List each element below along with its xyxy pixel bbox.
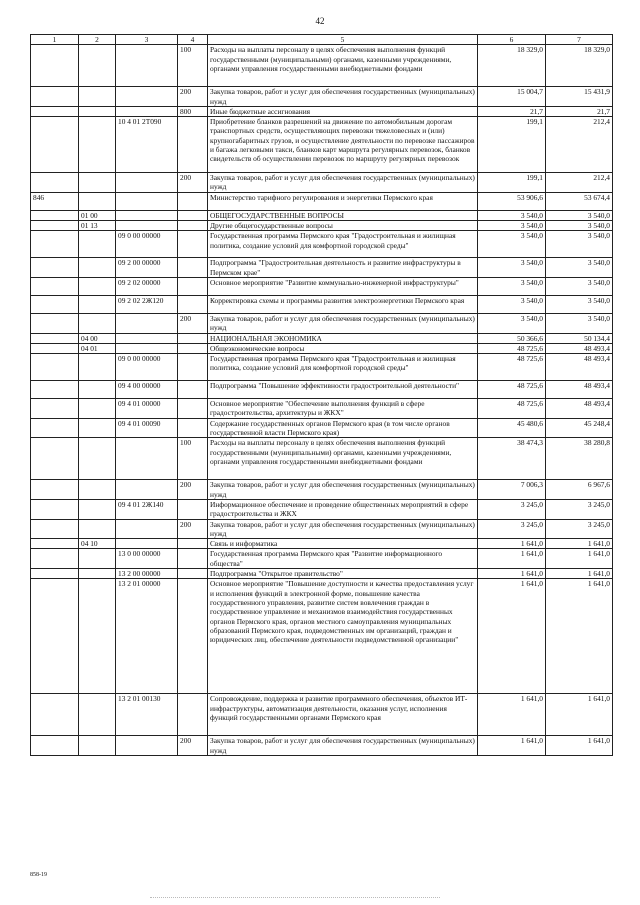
cell-target-code [116,480,178,500]
cell-amount-year1: 15 004,7 [478,87,546,107]
cell-description: Связь и информатика [208,539,478,549]
table-row [31,313,613,333]
table-row [31,173,613,193]
cell-expense-type [178,694,208,736]
cell-amount-year1: 7 006,3 [478,480,546,500]
cell-section-code [79,480,116,500]
cell-target-code: 13 2 00 00000 [116,569,178,579]
cell-amount-year2: 3 540,0 [546,231,613,258]
table-header-row [31,35,613,45]
cell-admin-code [31,231,79,258]
cell-amount-year1: 38 474,3 [478,438,546,480]
cell-amount-year1: 1 641,0 [478,539,546,549]
cell-expense-type: 200 [178,480,208,500]
cell-section-code [79,499,116,519]
cell-section-code [79,106,116,116]
cell-admin-code [31,117,79,173]
cell-expense-type [178,192,208,210]
cell-expense-type: 200 [178,313,208,333]
table-row [31,418,613,438]
cell-section-code [79,87,116,107]
cell-section-code [79,694,116,736]
cell-expense-type [178,399,208,419]
cell-expense-type [178,210,208,220]
cell-section-code [79,736,116,756]
cell-expense-type [178,221,208,231]
cell-section-code [79,438,116,480]
cell-amount-year2: 38 280,8 [546,438,613,480]
cell-amount-year1: 3 245,0 [478,519,546,539]
cell-amount-year2: 3 540,0 [546,258,613,278]
cell-expense-type [178,569,208,579]
cell-description: Закупка товаров, работ и услуг для обеспечения государственных (муниципальных) нужд [208,480,478,500]
table-row [31,480,613,500]
cell-admin-code [31,438,79,480]
cell-target-code: 09 0 00 00000 [116,354,178,381]
cell-amount-year2: 1 641,0 [546,694,613,736]
table-row [31,549,613,569]
cell-expense-type [178,258,208,278]
cell-description: Закупка товаров, работ и услуг для обеспечения государственных (муниципальных) нужд [208,173,478,193]
cell-amount-year1: 50 366,6 [478,333,546,343]
cell-target-code [116,210,178,220]
cell-admin-code [31,354,79,381]
cell-section-code [79,381,116,399]
cell-target-code: 09 2 02 2Ж120 [116,295,178,313]
table-row [31,192,613,210]
cell-admin-code [31,736,79,756]
cell-amount-year2: 1 641,0 [546,539,613,549]
cell-description: Основное мероприятие "Повышение доступности и качества предоставления услуг и исполнения функций в электронной форме, повышение качества государственного управления, развитие систем вовлечения граждан в государственное управление и механизмов взаимодействия государственных органов Пермского края, органов местного самоуправления муниципальных образований Пермского края, подведомственных им организаций, граждан и юридических лиц, обеспечение деятельности подведомственной организации" [208,579,478,694]
cell-admin-code [31,258,79,278]
cell-amount-year2: 1 641,0 [546,569,613,579]
cell-expense-type [178,295,208,313]
cell-amount-year1: 48 725,6 [478,343,546,353]
cell-admin-code [31,399,79,419]
cell-admin-code [31,569,79,579]
cell-admin-code [31,343,79,353]
cell-amount-year1: 48 725,6 [478,354,546,381]
cell-target-code [116,736,178,756]
cell-admin-code [31,480,79,500]
cell-description: Другие общегосударственные вопросы [208,221,478,231]
page-number: 42 [315,16,325,26]
cell-expense-type [178,354,208,381]
cell-amount-year1: 199,1 [478,117,546,173]
cell-admin-code [31,221,79,231]
cell-target-code [116,519,178,539]
cell-amount-year2: 3 245,0 [546,499,613,519]
cell-amount-year2: 48 493,4 [546,354,613,381]
cell-admin-code [31,277,79,295]
table-row [31,295,613,313]
cell-amount-year2: 48 493,4 [546,399,613,419]
cell-target-code [116,221,178,231]
cell-expense-type: 100 [178,438,208,480]
cell-target-code: 13 2 01 00130 [116,694,178,736]
table-row [31,569,613,579]
cell-admin-code [31,549,79,569]
cell-section-code [79,192,116,210]
cell-amount-year1: 48 725,6 [478,381,546,399]
cell-description: Информационное обеспечение и проведение общественных мероприятий в сфере градостроительства и ЖКХ [208,499,478,519]
cell-section-code: 04 01 [79,343,116,353]
cell-admin-code [31,333,79,343]
cell-section-code [79,231,116,258]
cell-expense-type: 200 [178,519,208,539]
cell-amount-year2: 3 245,0 [546,519,613,539]
cell-description: Государственная программа Пермского края "Градостроительная и жилищная политика, создание условий для комфортной городской среды" [208,354,478,381]
cell-target-code: 09 2 02 00000 [116,277,178,295]
cell-admin-code [31,313,79,333]
cell-target-code [116,173,178,193]
cell-target-code: 13 0 00 00000 [116,549,178,569]
cell-amount-year2: 1 641,0 [546,549,613,569]
cell-section-code [79,399,116,419]
table-row [31,438,613,480]
cell-description: Закупка товаров, работ и услуг для обеспечения государственных (муниципальных) нужд [208,87,478,107]
table-row [31,231,613,258]
cell-description: Основное мероприятие "Развитие коммунально-инженерной инфраструктуры" [208,277,478,295]
table-row [31,519,613,539]
cell-admin-code [31,173,79,193]
cell-description: Содержание государственных органов Пермского края (в том числе органов государственной власти Пермского края) [208,418,478,438]
column-header: 5 [208,35,478,45]
table-row [31,45,613,87]
table-row [31,399,613,419]
cell-expense-type [178,579,208,694]
cell-amount-year2: 1 641,0 [546,579,613,694]
cell-section-code: 01 00 [79,210,116,220]
cell-amount-year2: 45 248,4 [546,418,613,438]
cell-description: Иные бюджетные ассигнования [208,106,478,116]
column-header: 6 [478,35,546,45]
table-row [31,106,613,116]
column-header: 1 [31,35,79,45]
cell-expense-type: 200 [178,87,208,107]
cell-description: Сопровождение, поддержка и развитие программного обеспечения, объектов ИТ-инфраструктуры, автоматизация деятельности, оказания услуг, исполнения функций государственными органами Пермского края [208,694,478,736]
table-row [31,579,613,694]
cell-admin-code [31,295,79,313]
cell-amount-year1: 1 641,0 [478,736,546,756]
cell-amount-year2: 212,4 [546,117,613,173]
cell-description: Расходы на выплаты персоналу в целях обеспечения выполнения функций государственными (муниципальными) органами, казенными учреждениями, органами управления государственными внебюджетными фондами [208,438,478,480]
cell-amount-year1: 1 641,0 [478,694,546,736]
cell-expense-type [178,117,208,173]
cell-section-code [79,519,116,539]
page-bottom-line [150,897,440,898]
cell-description: Общеэкономические вопросы [208,343,478,353]
cell-target-code: 09 4 00 00000 [116,381,178,399]
table-row [31,221,613,231]
table-body [31,45,613,756]
cell-admin-code [31,381,79,399]
column-header: 2 [79,35,116,45]
cell-amount-year2: 212,4 [546,173,613,193]
table-row [31,277,613,295]
table-row [31,210,613,220]
table-row [31,258,613,278]
cell-amount-year2: 3 540,0 [546,221,613,231]
cell-admin-code [31,418,79,438]
cell-section-code [79,173,116,193]
cell-amount-year1: 3 540,0 [478,313,546,333]
cell-amount-year1: 3 540,0 [478,221,546,231]
cell-amount-year1: 3 540,0 [478,295,546,313]
cell-amount-year2: 50 134,4 [546,333,613,343]
cell-section-code [79,258,116,278]
cell-admin-code [31,87,79,107]
cell-target-code [116,87,178,107]
cell-section-code [79,117,116,173]
cell-amount-year1: 48 725,6 [478,399,546,419]
cell-amount-year2: 3 540,0 [546,210,613,220]
cell-expense-type [178,418,208,438]
cell-amount-year2: 1 641,0 [546,736,613,756]
cell-target-code: 09 4 01 2Ж140 [116,499,178,519]
cell-section-code [79,354,116,381]
cell-section-code [79,277,116,295]
cell-expense-type [178,499,208,519]
cell-section-code: 04 10 [79,539,116,549]
cell-description: ОБЩЕГОСУДАРСТВЕННЫЕ ВОПРОСЫ [208,210,478,220]
cell-description: Государственная программа Пермского края "Градостроительная и жилищная политика, создание условий для комфортной городской среды" [208,231,478,258]
cell-admin-code [31,106,79,116]
cell-section-code [79,295,116,313]
cell-description: Подпрограмма "Градостроительная деятельность и развитие инфраструктуры в Пермском крае" [208,258,478,278]
cell-amount-year2: 21,7 [546,106,613,116]
cell-target-code [116,438,178,480]
table-row [31,694,613,736]
cell-description: Расходы на выплаты персоналу в целях обеспечения выполнения функций государственными (муниципальными) органами, казенными учреждениями, органами управления государственными внебюджетными фондами [208,45,478,87]
budget-table [30,34,613,756]
cell-admin-code [31,45,79,87]
cell-amount-year2: 6 967,6 [546,480,613,500]
cell-amount-year1: 3 540,0 [478,231,546,258]
cell-description: Корректировка схемы и программы развития электроэнергетики Пермского края [208,295,478,313]
cell-admin-code: 846 [31,192,79,210]
cell-expense-type: 100 [178,45,208,87]
cell-description: Подпрограмма "Открытое правительство" [208,569,478,579]
cell-admin-code [31,210,79,220]
cell-admin-code [31,539,79,549]
cell-amount-year1: 1 641,0 [478,569,546,579]
cell-target-code [116,539,178,549]
cell-admin-code [31,694,79,736]
cell-amount-year2: 3 540,0 [546,295,613,313]
table-row [31,343,613,353]
cell-description: Государственная программа Пермского края "Развитие информационного общества" [208,549,478,569]
cell-target-code: 10 4 01 2Т090 [116,117,178,173]
cell-description: Министерство тарифного регулирования и энергетики Пермского края [208,192,478,210]
cell-section-code [79,313,116,333]
cell-expense-type: 200 [178,736,208,756]
table-row [31,333,613,343]
cell-target-code [116,343,178,353]
cell-expense-type [178,231,208,258]
cell-amount-year1: 1 641,0 [478,579,546,694]
cell-description: Закупка товаров, работ и услуг для обеспечения государственных (муниципальных) нужд [208,519,478,539]
cell-amount-year1: 199,1 [478,173,546,193]
column-header: 7 [546,35,613,45]
cell-description: Закупка товаров, работ и услуг для обеспечения государственных (муниципальных) нужд [208,313,478,333]
cell-admin-code [31,519,79,539]
cell-description: Подпрограмма "Повышение эффективности градостроительной деятельности" [208,381,478,399]
cell-amount-year2: 3 540,0 [546,313,613,333]
cell-target-code [116,45,178,87]
cell-expense-type: 200 [178,173,208,193]
table-row [31,736,613,756]
cell-expense-type [178,277,208,295]
cell-section-code [79,579,116,694]
cell-amount-year2: 48 493,4 [546,381,613,399]
document-code: 858-19 [30,872,47,878]
table-row [31,539,613,549]
cell-target-code: 09 0 00 00000 [116,231,178,258]
cell-amount-year1: 3 540,0 [478,258,546,278]
cell-target-code [116,333,178,343]
cell-expense-type [178,539,208,549]
cell-target-code: 09 2 00 00000 [116,258,178,278]
cell-section-code [79,549,116,569]
cell-expense-type: 800 [178,106,208,116]
cell-section-code [79,45,116,87]
cell-amount-year2: 3 540,0 [546,277,613,295]
cell-expense-type [178,343,208,353]
cell-amount-year1: 1 641,0 [478,549,546,569]
cell-target-code [116,192,178,210]
cell-section-code [79,569,116,579]
column-header: 4 [178,35,208,45]
cell-amount-year2: 15 431,9 [546,87,613,107]
cell-amount-year1: 3 540,0 [478,210,546,220]
cell-amount-year1: 53 906,6 [478,192,546,210]
cell-target-code [116,313,178,333]
table-row [31,381,613,399]
cell-amount-year1: 3 540,0 [478,277,546,295]
cell-description: Закупка товаров, работ и услуг для обеспечения государственных (муниципальных) нужд [208,736,478,756]
column-header: 3 [116,35,178,45]
cell-admin-code [31,499,79,519]
cell-description: Приобретение бланков разрешений на движение по автомобильным дорогам транспортных средств, осуществляющих перевозки тяжеловесных и (или) крупногабаритных грузов, и осуществление деятельности по перевозке пассажиров и багажа легковыми такси, бланков карт маршрута регулярных перевозок, бланков свидетельств об осуществлении перевозок по маршруту регулярных перевозок [208,117,478,173]
cell-amount-year2: 53 674,4 [546,192,613,210]
table-row [31,117,613,173]
table-row [31,499,613,519]
cell-amount-year1: 18 329,0 [478,45,546,87]
cell-amount-year1: 45 480,6 [478,418,546,438]
cell-description: Основное мероприятие "Обеспечение выполнения функций в сфере градостроительства, архитектуры и ЖКХ" [208,399,478,419]
table-row [31,354,613,381]
cell-amount-year2: 48 493,4 [546,343,613,353]
cell-target-code: 09 4 01 00000 [116,399,178,419]
cell-expense-type [178,333,208,343]
cell-amount-year2: 18 329,0 [546,45,613,87]
cell-section-code: 04 00 [79,333,116,343]
cell-admin-code [31,579,79,694]
cell-target-code [116,106,178,116]
cell-amount-year1: 21,7 [478,106,546,116]
cell-section-code: 01 13 [79,221,116,231]
cell-expense-type [178,381,208,399]
cell-description: НАЦИОНАЛЬНАЯ ЭКОНОМИКА [208,333,478,343]
table-row [31,87,613,107]
cell-target-code: 13 2 01 00000 [116,579,178,694]
cell-expense-type [178,549,208,569]
cell-amount-year1: 3 245,0 [478,499,546,519]
cell-section-code [79,418,116,438]
cell-target-code: 09 4 01 00090 [116,418,178,438]
